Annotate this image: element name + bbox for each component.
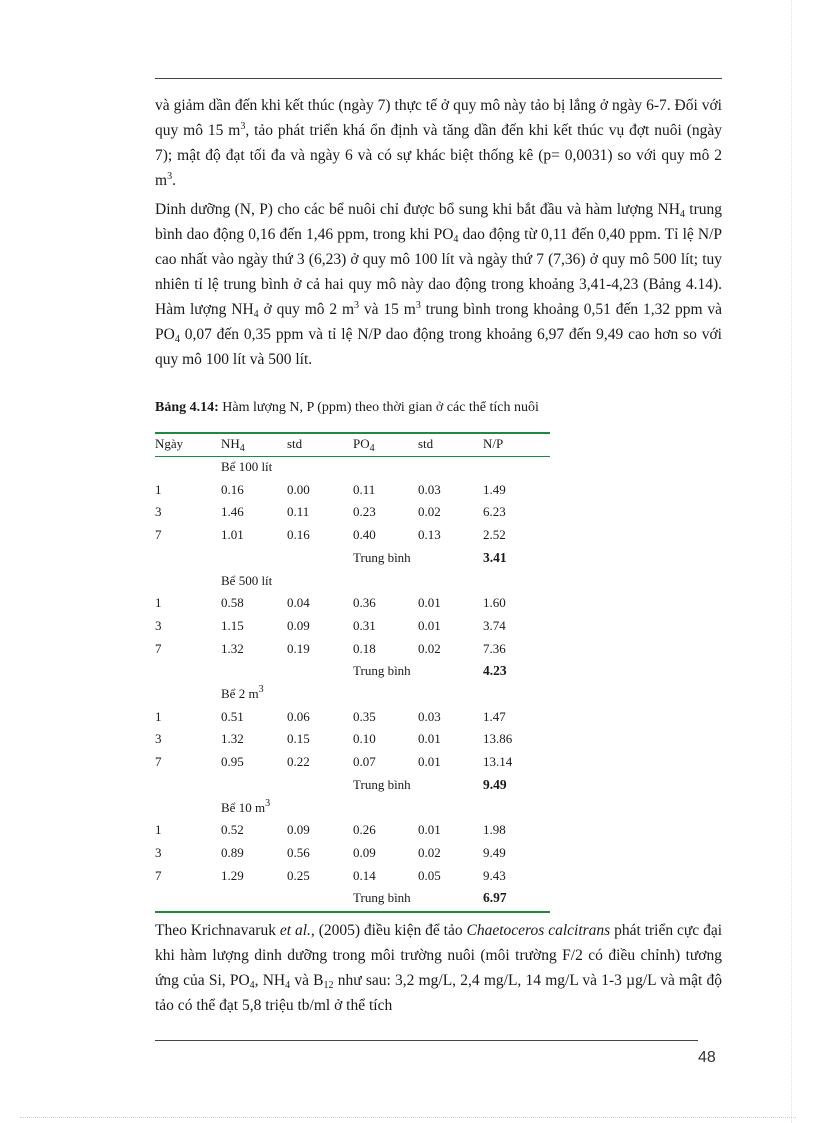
table-cell: 0.01 — [418, 822, 441, 838]
table-cell: 13.14 — [483, 754, 513, 770]
header-po4: $PO_4$ — [353, 436, 375, 454]
table-cell: 3 — [155, 844, 162, 860]
table-cell: 0.22 — [287, 754, 310, 770]
table-cell: 1.29 — [221, 867, 244, 883]
table-cell: 0.01 — [418, 595, 441, 611]
table-cell: 0.19 — [287, 640, 310, 656]
table-cell: 1.32 — [221, 640, 244, 656]
table-cell: 7 — [155, 527, 162, 543]
table-cell: 0.36 — [353, 595, 376, 611]
table-cell: 9.49 — [483, 844, 506, 860]
table-cell: 0.07 — [353, 754, 376, 770]
page-number: 48 — [698, 1049, 716, 1066]
table-cell: 0.11 — [353, 481, 376, 497]
section-title: Bể 100 lít — [221, 459, 273, 474]
table-cell: 0.95 — [221, 754, 244, 770]
table-cell: 0.03 — [418, 481, 441, 497]
table-cell: 0.14 — [353, 867, 376, 883]
table-cell: 0.26 — [353, 822, 376, 838]
table-cell: 1.60 — [483, 595, 506, 611]
table-cell: 6.23 — [483, 504, 506, 520]
table-cell: 0.09 — [287, 822, 310, 838]
table-cell: 1.47 — [483, 708, 506, 724]
table-cell: 0.02 — [418, 640, 441, 656]
table-bottom-rule — [155, 911, 550, 913]
table-cell: 3 — [155, 617, 162, 633]
table-cell: 0.31 — [353, 617, 376, 633]
average-label: Trung bình — [353, 663, 411, 679]
page-edge-vertical — [791, 0, 792, 1123]
table-cell: 3 — [155, 504, 162, 520]
table-cell: 7.36 — [483, 640, 506, 656]
section-title: Bể 10 $m^3$ — [221, 797, 271, 815]
table-cell: 0.56 — [287, 844, 310, 860]
table-cell: 0.01 — [418, 754, 441, 770]
table-cell: 1.49 — [483, 481, 506, 497]
table-cell: 13.86 — [483, 731, 513, 747]
average-label: Trung bình — [353, 549, 411, 565]
table-cell: 0.11 — [287, 504, 310, 520]
average-value: 9.49 — [483, 776, 507, 792]
table-cell: 0.58 — [221, 595, 244, 611]
table-cell: 2.52 — [483, 527, 506, 543]
table-cell: 0.16 — [221, 481, 244, 497]
table-cell: 0.52 — [221, 822, 244, 838]
table-cell: 0.03 — [418, 708, 441, 724]
table-cell: 0.00 — [287, 481, 310, 497]
table-cell: 3.74 — [483, 617, 506, 633]
section-title: Bể 500 lít — [221, 572, 273, 588]
table-cell: 0.06 — [287, 708, 310, 724]
table-cell: 1.15 — [221, 617, 244, 633]
section-title: Bể 2 $m^3$ — [221, 684, 264, 701]
header-day: Ngày — [155, 436, 184, 451]
header-np-ratio: N/P — [483, 436, 504, 451]
table-cell: 0.16 — [287, 527, 310, 543]
average-label: Trung bình — [353, 776, 411, 792]
table-cell: 0.05 — [418, 867, 441, 883]
table-cell: 1.01 — [221, 527, 244, 543]
average-value: 6.97 — [483, 890, 507, 906]
table-cell: 1 — [155, 595, 162, 611]
header-nh4: $NH_4$ — [221, 436, 245, 454]
table-cell: 0.04 — [287, 595, 310, 611]
table-cell: 0.89 — [221, 844, 244, 860]
table-cell: 3 — [155, 731, 162, 747]
table-cell: 0.13 — [418, 527, 441, 543]
table-cell: 0.09 — [287, 617, 310, 633]
paragraph-3: Theo Krichnavaruk et al., (2005) điều kiện để tảo Chaetoceros calcitrans phát triển cực đại khi hàm lượng dinh dưỡng trong môi trường nuôi (môi trường F/2 có điều chỉnh) tương ứng của Si, $PO_4$, $NH_4$ và $B_{12}$ như sau: 3,2 mg/L, 2,4 mg/L, 14 mg/L và 1-3 µg/L và mật độ tảo có thể đạt 5,8 triệu tb/ml ở thể tích — [155, 922, 723, 1014]
table-cell: 1 — [155, 481, 162, 497]
table-cell: 0.09 — [353, 844, 376, 860]
table-caption: Bảng 4.14: Hàm lượng N, P (ppm) theo thời gian ở các thể tích nuôi — [155, 400, 539, 415]
table-top-rule — [155, 432, 550, 434]
table-cell: 0.51 — [221, 708, 244, 724]
table-cell: 1.32 — [221, 731, 244, 747]
table-cell: 0.40 — [353, 527, 376, 543]
table-cell: 0.02 — [418, 504, 441, 520]
table-cell: 9.43 — [483, 867, 506, 883]
table-cell: 0.01 — [418, 731, 441, 747]
average-value: 4.23 — [483, 663, 507, 679]
paragraph-1: và giảm dần đến khi kết thúc (ngày 7) thực tế ở quy mô này tảo bị lắng ở ngày 6-7. Đối với quy mô 15 $m^3$, tảo phát triển khá ổn định và tăng dần đến khi kết thúc vụ đợt nuôi (ngày 7); mật độ đạt tối đa và ngày 6 và có sự khác biệt thống kê (p= 0,0031) so với quy mô 2 $m^3$. — [155, 97, 722, 189]
table-cell: 0.35 — [353, 708, 376, 724]
paragraph-2: Dinh dưỡng (N, P) cho các bể nuôi chỉ được bổ sung khi bắt đầu và hàm lượng $NH_4$ trung bình dao động 0,16 đến 1,46 ppm, trong khi $PO_4$ dao động từ 0,11 đến 0,40 ppm. Tỉ lệ N/P cao nhất vào ngày thứ 3 (6,23) ở quy mô 100 lít và ngày thứ 7 (7,36) ở quy mô 500 lít; tuy nhiên tỉ lệ trung bình ở cả hai quy mô này dao động trong khoảng 3,41-4,23 (Bảng 4.14). Hàm lượng $NH_4$ ở quy mô 2 $m^3$ và 15 $m^3$ trung bình trong khoảng 0,51 đến 1,32 ppm và $PO_4$ 0,07 đến 0,35 ppm và tỉ lệ N/P dao động trong khoảng 6,97 đến 9,49 cao hơn so với quy mô 100 lít và 500 lít. — [155, 201, 723, 368]
table-cell: 1 — [155, 822, 162, 838]
table-cell: 0.18 — [353, 640, 376, 656]
table-cell: 7 — [155, 754, 162, 770]
table-cell: 0.23 — [353, 504, 376, 520]
table-cell: 0.25 — [287, 867, 310, 883]
table-cell: 0.02 — [418, 844, 441, 860]
table-cell: 7 — [155, 640, 162, 656]
table-cell: 1.46 — [221, 504, 244, 520]
table-header-rule — [155, 456, 550, 457]
page-edge-line — [20, 1117, 796, 1118]
table-cell: 0.10 — [353, 731, 376, 747]
table-cell: 0.15 — [287, 731, 310, 747]
average-value: 3.41 — [483, 549, 507, 565]
header-rule — [155, 78, 722, 79]
average-label: Trung bình — [353, 890, 411, 906]
header-std-nh4: std — [287, 436, 303, 451]
table-cell: 1 — [155, 708, 162, 724]
table-cell: 7 — [155, 867, 162, 883]
table-cell: 1.98 — [483, 822, 506, 838]
footer-rule — [155, 1040, 698, 1041]
header-std-po4: std — [418, 436, 434, 451]
table-cell: 0.01 — [418, 617, 441, 633]
